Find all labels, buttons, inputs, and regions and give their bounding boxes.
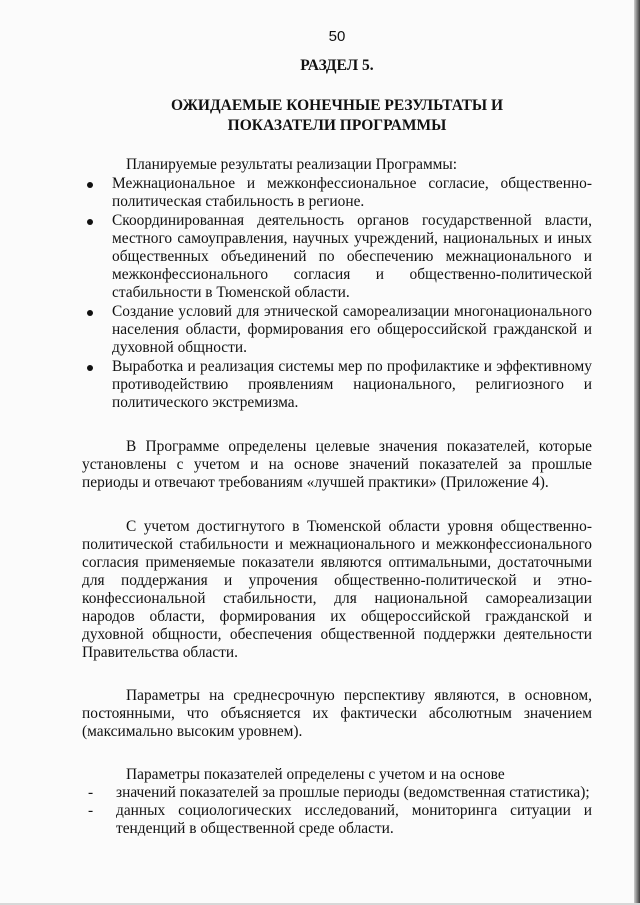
dash-icon: - [88,802,94,819]
section-title-line-2: ПОКАЗАТЕЛИ ПРОГРАММЫ [227,117,447,134]
results-list-item [82,175,592,211]
bullet-icon [87,219,93,225]
dash-icon: - [88,784,94,801]
parameters-list-item [82,784,592,802]
results-list-item [82,303,592,357]
results-list-item [82,212,592,302]
results-list-item-text: Скоординированная деятельность органов государственной власти, местного самоуправления, научных учреждений, национальных и иных общественных объединений по обеспечению межнационального и межконфессионального согласия и общественно-политической стабильности в Тюменской области. [112,212,592,301]
parameters-list-item [82,802,592,838]
document-page [82,28,592,838]
bullet-icon [87,182,93,188]
paragraph-target-values: В Программе определены целевые значения показателей, которые установлены с учетом и на основе значений показателей за прошлые периоды и отвечают требованиям «лучшей практики» (Приложение 4). [82,438,592,491]
section-label: РАЗДЕЛ 5. [300,57,374,74]
paragraph-stability: С учетом достигнутого в Тюменской области уровня общественно-политической стабильности и межнационального и межконфессионального согласия применяемые показатели являются оптимальными, достаточными для поддержания и упрочения общественно-политической и этно-конфессиональной стабильности, для национальной самореализации народов области, формирования их общероссийской гражданской и духовной общности, обеспечения общественной поддержки деятельности Правительства области. [82,518,592,661]
bullet-icon [87,310,93,316]
results-list-item-text: Создание условий для этнической самореализации многонационального населения области, формирования его общероссийской гражданской и духовной общности. [112,303,592,356]
results-list-item-text: Межнациональное и межконфессиональное согласие, общественно-политическая стабильность в регионе. [112,175,592,210]
results-list-item-text: Выработка и реализация системы мер по профилактике и эффективному противодействию проявлениям национального, религиозного и политического экстремизма. [112,358,592,411]
paragraph-medium-term: Параметры на среднесрочную перспективу являются, в основном, постоянными, что объясняется их фактически абсолютным значением (максимально высоким уровнем). [82,687,592,740]
parameters-list-item-text: данных социологических исследований, мониторинга ситуации и тенденций в общественной среде области. [116,802,592,837]
paragraph-parameters: Параметры показателей определены с учетом и на основе [126,766,505,783]
parameters-list [82,784,592,838]
results-intro: Планируемые результаты реализации Программы: [126,156,458,173]
results-list-item [82,358,592,412]
page-number: 50 [328,28,346,45]
parameters-list-item-text: значений показателей за прошлые периоды (ведомственная статистика); [116,784,590,801]
section-title-line-1: ОЖИДАЕМЫЕ КОНЕЧНЫЕ РЕЗУЛЬТАТЫ И [170,97,504,114]
section-title [82,96,592,136]
scan-right-edge [634,0,640,905]
results-list [82,175,592,412]
bullet-icon [87,365,93,371]
